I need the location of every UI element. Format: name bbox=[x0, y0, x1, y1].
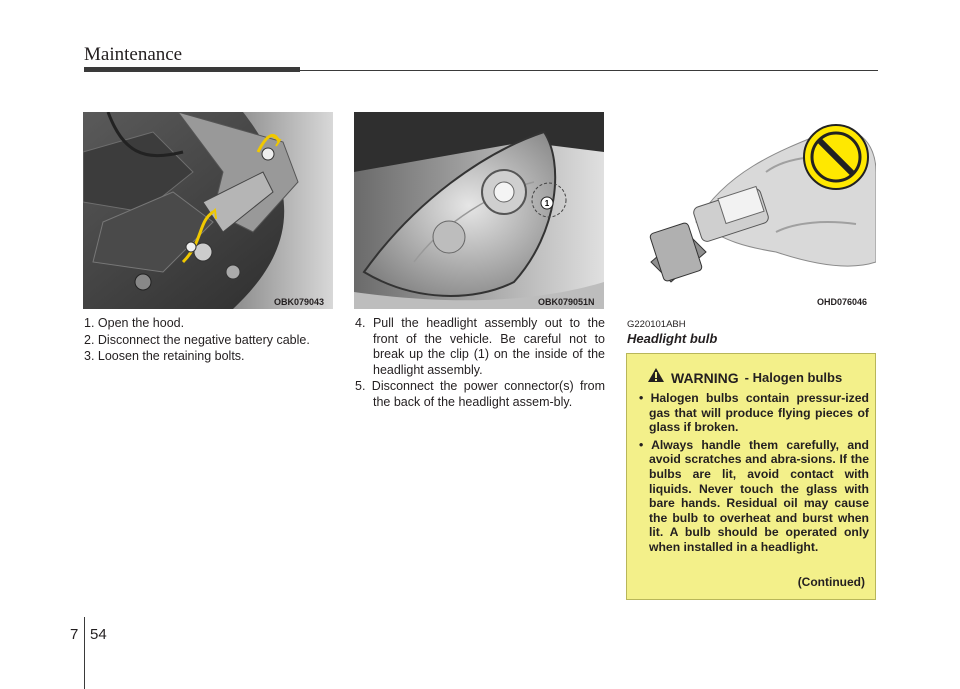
header-rule bbox=[300, 70, 878, 71]
warning-box bbox=[626, 353, 876, 600]
figure-bulb-handling bbox=[626, 112, 876, 309]
figure-headlight bbox=[354, 112, 604, 309]
step-item: 2. Disconnect the negative battery cable. bbox=[84, 332, 310, 347]
page-number: 54 bbox=[90, 626, 107, 643]
headlight-clip-callout: 1 bbox=[544, 199, 550, 208]
chapter-number: 7 bbox=[70, 626, 79, 643]
warning-label: WARNING bbox=[671, 369, 739, 386]
step-item: 1. Open the hood. bbox=[84, 316, 185, 330]
footer-rule bbox=[84, 617, 85, 689]
figure-code: OHD076046 bbox=[817, 297, 868, 307]
warning-header bbox=[647, 367, 842, 388]
warning-triangle-icon bbox=[647, 367, 665, 388]
figure-code: OBK079043 bbox=[274, 297, 325, 307]
step-item: 4. Pull the headlight assembly out to the front of the vehicle. Be careful not to break up the clip (1) on the inside of the headlight assembly. bbox=[355, 316, 605, 377]
section-code: G220101ABH bbox=[627, 319, 686, 330]
section-title: Headlight bulb bbox=[627, 331, 718, 346]
warning-bullets bbox=[637, 391, 869, 558]
warning-continued: (Continued) bbox=[797, 575, 865, 589]
figure-code: OBK079051N bbox=[538, 297, 595, 307]
warning-bullet: • Always handle them carefully, and avoid scratches and abra-sions. If the bulbs are lit, avoid contact with liquids. Never touch the glass with bare hands. Residual oil may cause the bulb to overheat and burst when lit. A bulb should be operated only when installed in a headlight. bbox=[639, 437, 869, 554]
steps-list-left bbox=[84, 316, 334, 366]
warning-subtitle: - Halogen bulbs bbox=[744, 370, 843, 385]
step-item: 5. Disconnect the power connector(s) from the back of the headlight assem-bly. bbox=[355, 379, 605, 409]
warning-bullet: • Halogen bulbs contain pressur-ized gas that will produce flying pieces of glass if broken. bbox=[639, 391, 869, 435]
header-title: Maintenance bbox=[84, 44, 183, 65]
steps-list-middle bbox=[355, 316, 605, 411]
header-bar bbox=[84, 67, 300, 72]
step-item: 3. Loosen the retaining bolts. bbox=[84, 349, 245, 363]
figure-engine-bay bbox=[83, 112, 333, 309]
